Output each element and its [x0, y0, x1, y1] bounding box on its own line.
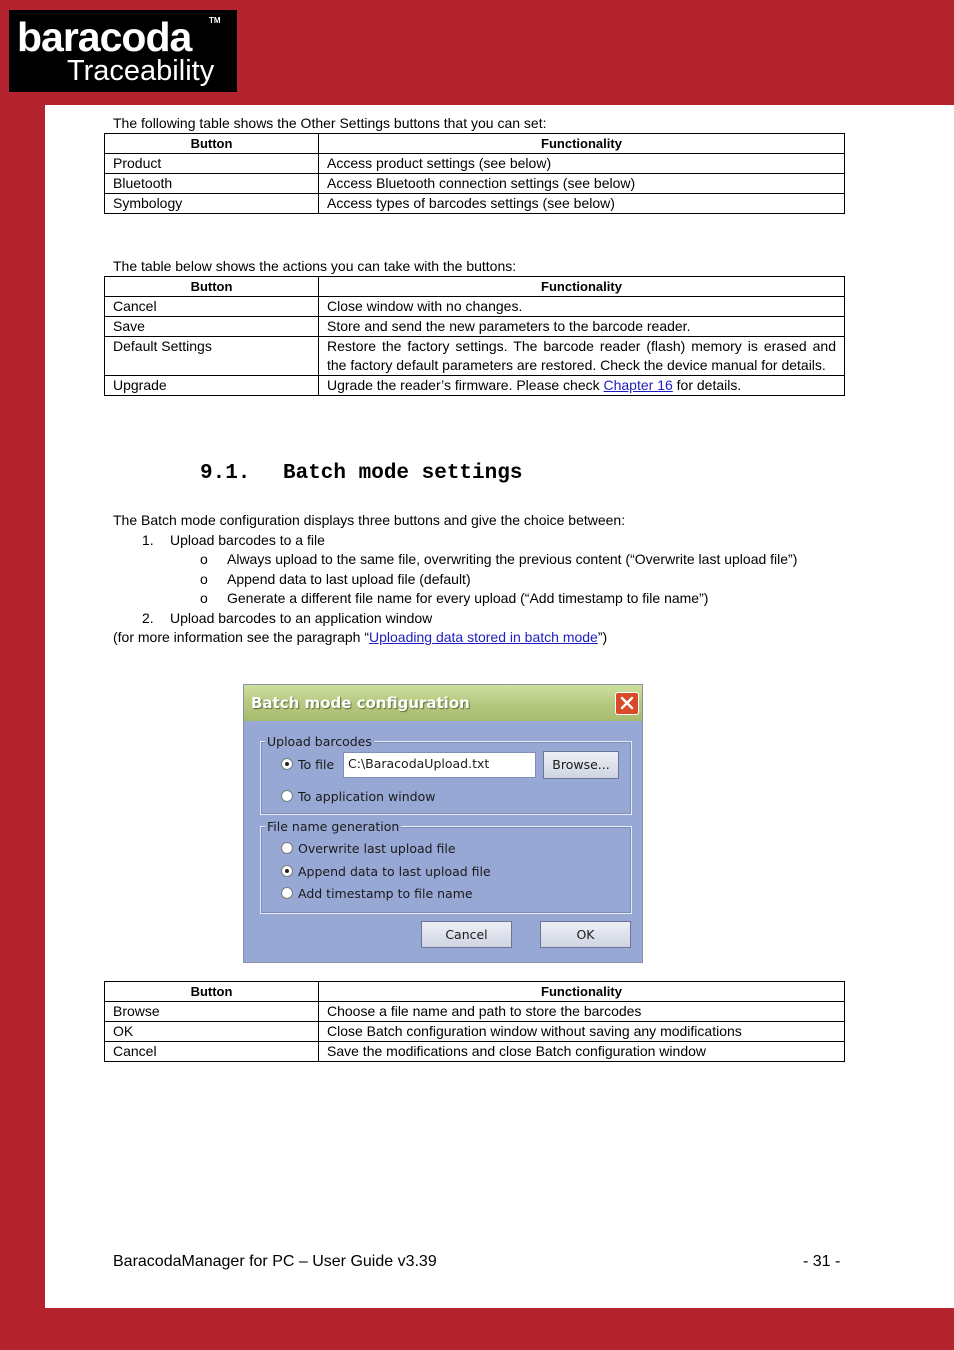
close-icon[interactable] — [615, 692, 639, 715]
cell-functionality: Access Bluetooth connection settings (see below) — [319, 174, 845, 194]
upload-barcodes-legend: Upload barcodes — [267, 734, 372, 749]
list-item-upload-app: Upload barcodes to an application window — [170, 610, 433, 626]
bullet-icon: o — [200, 590, 208, 606]
dialog-titlebar — [244, 685, 642, 721]
cancel-button[interactable]: Cancel — [421, 921, 512, 948]
ok-button[interactable]: OK — [540, 921, 631, 948]
header-button: Button — [105, 982, 319, 1002]
cell-functionality: Restore the factory settings. The barcode reader (flash) memory is erased and the factory default parameters are restored. Check the device manual for details. — [319, 337, 845, 376]
table-header — [105, 134, 845, 154]
table-row — [105, 297, 845, 317]
chapter-16-link[interactable]: Chapter 16 — [603, 377, 673, 393]
intro-button-actions: The table below shows the actions you can take with the buttons: — [113, 258, 517, 274]
header-functionality: Functionality — [319, 277, 845, 297]
table-row — [105, 174, 845, 194]
append-label: Append data to last upload file — [298, 864, 491, 879]
overwrite-radio[interactable] — [281, 842, 293, 854]
sub-item-overwrite: Always upload to the same file, overwriting the previous content (“Overwrite last upload file”) — [227, 551, 798, 567]
sub-item-append: Append data to last upload file (default) — [227, 571, 471, 587]
uploading-data-link[interactable]: Uploading data stored in batch mode — [369, 629, 598, 645]
logo-subtitle: Traceability — [67, 55, 215, 87]
section-heading — [200, 462, 522, 485]
dialog-title: Batch mode configuration — [251, 694, 470, 712]
table-row — [105, 194, 845, 214]
cell-functionality: Close Batch configuration window without saving any modifications — [319, 1022, 845, 1042]
batch-intro: The Batch mode configuration displays three buttons and give the choice between: — [113, 512, 626, 528]
section-number: 9.1. — [200, 462, 251, 485]
table-row — [105, 154, 845, 174]
table-other-settings — [104, 133, 845, 214]
header-button: Button — [105, 277, 319, 297]
batch-mode-dialog — [243, 684, 643, 963]
table-row — [105, 337, 845, 376]
sub-item-timestamp: Generate a different file name for every upload (“Add timestamp to file name”) — [227, 590, 709, 606]
cell-button: Cancel — [105, 1042, 319, 1062]
append-radio[interactable] — [281, 865, 293, 877]
more-info-after: ”) — [597, 629, 608, 645]
bullet-icon: o — [200, 571, 208, 587]
file-path-input[interactable]: C:\BaracodaUpload.txt — [343, 752, 536, 778]
cell-button: Bluetooth — [105, 174, 319, 194]
table-header — [105, 277, 845, 297]
header-functionality: Functionality — [319, 134, 845, 154]
table-row — [105, 376, 845, 396]
cell-button: Save — [105, 317, 319, 337]
header-button: Button — [105, 134, 319, 154]
browse-button[interactable]: Browse... — [543, 751, 619, 779]
timestamp-label: Add timestamp to file name — [298, 886, 473, 901]
table-row — [105, 1022, 845, 1042]
list-number: 1. — [142, 532, 154, 548]
upgrade-text-before: Ugrade the reader’s firmware. Please check — [327, 377, 604, 393]
cell-functionality: Close window with no changes. — [319, 297, 845, 317]
table-row — [105, 1002, 845, 1022]
bullet-icon: o — [200, 551, 208, 567]
logo-brand: baracoda — [17, 14, 192, 60]
to-app-label: To application window — [298, 789, 436, 804]
cell-button: Upgrade — [105, 376, 319, 396]
table-row — [105, 317, 845, 337]
table-row — [105, 1042, 845, 1062]
cell-functionality — [319, 376, 845, 396]
footer-page-number: - 31 - — [803, 1253, 841, 1270]
cell-button: OK — [105, 1022, 319, 1042]
cell-functionality: Access product settings (see below) — [319, 154, 845, 174]
list-number: 2. — [142, 610, 154, 626]
upgrade-text-after: for details. — [672, 377, 742, 393]
table-button-actions — [104, 276, 845, 396]
logo-trademark: TM — [209, 16, 221, 25]
document-page — [45, 105, 954, 1308]
cell-button: Product — [105, 154, 319, 174]
cell-button: Symbology — [105, 194, 319, 214]
baracoda-logo — [9, 10, 237, 92]
timestamp-radio[interactable] — [281, 887, 293, 899]
cell-functionality: Access types of barcodes settings (see below) — [319, 194, 845, 214]
to-app-radio[interactable] — [281, 790, 293, 802]
list-item-upload-file: Upload barcodes to a file — [170, 532, 325, 548]
to-file-label: To file — [298, 757, 335, 772]
overwrite-label: Overwrite last upload file — [298, 841, 456, 856]
section-title: Batch mode settings — [283, 462, 523, 485]
file-name-legend: File name generation — [267, 819, 400, 834]
cell-functionality: Store and send the new parameters to the barcode reader. — [319, 317, 845, 337]
to-file-radio[interactable] — [281, 758, 293, 770]
footer-guide-title: BaracodaManager for PC – User Guide v3.39 — [113, 1253, 437, 1270]
header-functionality: Functionality — [319, 982, 845, 1002]
more-info-before: (for more information see the paragraph “ — [113, 629, 370, 645]
cell-functionality: Choose a file name and path to store the barcodes — [319, 1002, 845, 1022]
cell-button: Default Settings — [105, 337, 319, 376]
intro-other-settings: The following table shows the Other Settings buttons that you can set: — [113, 115, 547, 131]
table-dialog-buttons — [104, 981, 845, 1062]
cell-button: Browse — [105, 1002, 319, 1022]
cell-button: Cancel — [105, 297, 319, 317]
table-header — [105, 982, 845, 1002]
cell-functionality: Save the modifications and close Batch configuration window — [319, 1042, 845, 1062]
more-info-paragraph — [113, 628, 607, 647]
